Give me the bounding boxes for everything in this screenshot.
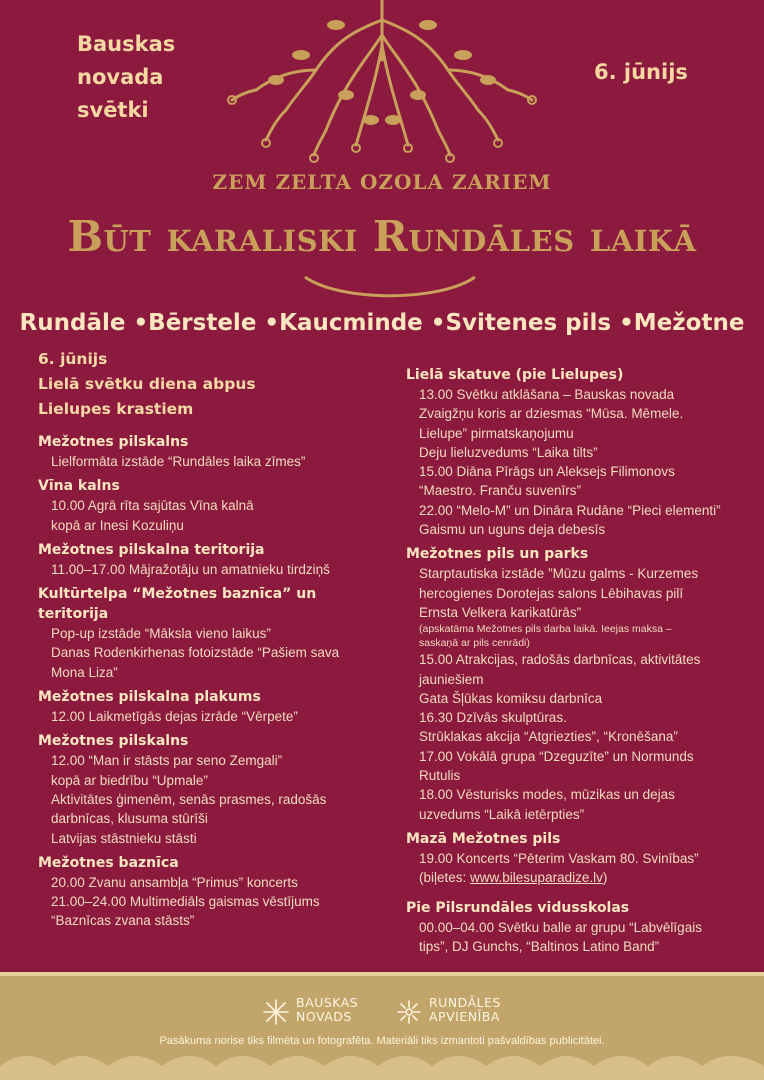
section-title: Mazā Mežotnes pils bbox=[406, 830, 561, 847]
section-title: Mežotnes pilskalns bbox=[38, 434, 189, 450]
program-item: Deju lieluzvedums “Laika tilts” bbox=[419, 444, 598, 460]
program-section bbox=[406, 829, 746, 888]
program-item: 20.00 Zvanu ansambļa “Primus” koncerts bbox=[51, 874, 298, 890]
ticket-suffix: ) bbox=[602, 870, 608, 886]
program-item: Starptautiska izstāde ”Mūzu galms - Kurzemes bbox=[419, 566, 699, 582]
program-item: 00.00–04.00 Svētku balle ar grupu “Labvēlīgais bbox=[419, 919, 702, 935]
program-item: Lielupe” pirmatskaņojumu bbox=[419, 425, 574, 441]
program-item: kopā ar Inesi Kozuliņu bbox=[51, 517, 184, 533]
section-title: Mežotnes pilskalna plakums bbox=[38, 689, 261, 706]
program-note: (apskatāma Mežotnes pils darba laikā. Ieejas maksa – bbox=[419, 623, 672, 636]
program-item: Gaismu un uguns deja debesīs bbox=[419, 522, 606, 538]
program-item: Aktivitātes ģimenēm, senās prasmes, radošās bbox=[51, 791, 327, 807]
program-item: “Maestro. Franču suvenīrs” bbox=[419, 483, 582, 499]
program-item: 11.00–17.00 Mājražotāju un amatnieku tirdziņš bbox=[51, 561, 330, 577]
program-item: Mona Liza” bbox=[51, 664, 118, 680]
program-item: Latvijas stāstnieku stāsti bbox=[51, 830, 197, 846]
program-item: 15.00 Atrakcijas, radošās darbnīcas, aktivitātes bbox=[419, 652, 701, 668]
program-item: 16.30 Dzīvās skulptūras. bbox=[419, 710, 567, 726]
program-section bbox=[38, 540, 388, 579]
program-section bbox=[38, 584, 388, 682]
program-item: Zvaigžņu koris ar dziesmas “Mūsa. Mēmele. bbox=[419, 406, 684, 422]
program-item: uzvedums “Laikā ietērpties” bbox=[419, 806, 585, 822]
program-item: “Baznīcas zvana stāsts” bbox=[51, 913, 195, 929]
section-title: Kultūrtelpa “Mežotnes baznīca” un teritorija bbox=[38, 586, 317, 623]
program-item: 21.00–24.00 Multimediāls gaismas vēstījums bbox=[51, 894, 320, 910]
program-item: jauniešiem bbox=[419, 671, 484, 687]
program-item: 19.00 Koncerts “Pēterim Vaskam 80. Svinības” bbox=[419, 850, 699, 866]
right-column bbox=[406, 361, 746, 961]
left-column bbox=[38, 347, 388, 936]
program-item: 12.00 “Man ir stāsts par seno Zemgali” bbox=[51, 753, 283, 769]
logo-text: APVIENĪBA bbox=[429, 1009, 500, 1024]
program-item: Ernsta Velkera karikatūrās” bbox=[419, 604, 582, 620]
program-section bbox=[38, 432, 388, 471]
program-item: Strūklakas akcija “Atgriezties”, “Kronēšana” bbox=[419, 729, 678, 745]
section-title: Lielā skatuve (pie Lielupes) bbox=[406, 367, 624, 383]
section-title: Mežotnes pilskalns bbox=[38, 733, 189, 750]
program-item: 15.00 Diāna Pīrāgs un Aleksejs Filimonovs bbox=[419, 464, 675, 480]
footer-divider bbox=[0, 972, 764, 976]
program-item: Rutulis bbox=[419, 768, 461, 784]
places-list: Rundāle •Bērstele •Kaucminde •Svitenes pils •Mežotne bbox=[19, 310, 745, 336]
program-item: Lielformāta izstāde “Rundāles laika zīmes” bbox=[51, 454, 306, 469]
program-section bbox=[406, 898, 746, 957]
intro-line: 6. jūnijs bbox=[38, 350, 108, 368]
program-section bbox=[38, 687, 388, 726]
title-swash-icon bbox=[300, 272, 480, 302]
event-name-line: novada bbox=[77, 65, 164, 89]
program-item: 22.00 “Melo-M” un Dināra Rudāne “Pieci elementi” bbox=[419, 502, 721, 518]
intro-line: Lielupes krastiem bbox=[38, 400, 194, 418]
program-section bbox=[406, 544, 746, 824]
logo-text: BAUSKAS bbox=[296, 995, 359, 1010]
program-section bbox=[38, 476, 388, 535]
subtitle: ZEM ZELTA OZOLA ZARIEM bbox=[212, 170, 552, 194]
section-title: Mežotnes pilskalna teritorija bbox=[38, 541, 265, 558]
program-item: kopā ar biedrību “Upmale” bbox=[51, 772, 208, 788]
program-section bbox=[38, 853, 388, 931]
section-title: Mežotnes baznīca bbox=[38, 854, 179, 871]
section-title: Pie Pilsrundāles vidusskolas bbox=[406, 899, 630, 916]
program-item: 10.00 Agrā rīta sajūtas Vīna kalnā bbox=[51, 498, 254, 514]
ticket-prefix: (biļetes: bbox=[419, 870, 471, 886]
program-item: Danas Rodenkirhenas fotoizstāde “Pašiem sava bbox=[51, 645, 340, 661]
main-title: Būt karaliski Rundāles laikā bbox=[67, 212, 697, 261]
section-title: Vīna kalns bbox=[38, 478, 120, 495]
event-date: 6. jūnijs bbox=[594, 60, 688, 84]
program-item: 13.00 Svētku atklāšana – Bauskas novada bbox=[419, 387, 675, 402]
section-title: Mežotnes pils un parks bbox=[406, 546, 589, 563]
disclaimer: Pasākuma norise tiks filmēta un fotografēta. Materiāli tiks izmantoti pašvaldības publicitātei. bbox=[159, 1035, 605, 1047]
program-item: 17.00 Vokālā grupa “Dzeguzīte” un Normunds bbox=[419, 748, 694, 764]
ticket-link[interactable]: www.bilesuparadize.lv bbox=[470, 870, 603, 886]
program-item: tips”, DJ Gunchs, “Baltinos Latino Band” bbox=[419, 938, 660, 954]
program-item: 12.00 Laikmetīgās dejas izrāde “Vērpete” bbox=[51, 709, 298, 725]
program-item: darbnīcas, klusuma stūrīši bbox=[51, 811, 208, 827]
event-name-line: svētki bbox=[77, 98, 149, 122]
program-item: Pop-up izstāde “Māksla vieno laikus” bbox=[51, 626, 271, 642]
program-note: saskaņā ar pils cenrādi) bbox=[419, 637, 530, 650]
program-section bbox=[406, 365, 746, 539]
program-item: 18.00 Vēsturisks modes, mūzikas un dejas bbox=[419, 787, 675, 803]
logo-text: RUNDĀLES bbox=[429, 995, 501, 1010]
program-section bbox=[38, 731, 388, 847]
star-icon bbox=[395, 998, 423, 1026]
scallop-border-icon bbox=[0, 1052, 764, 1080]
program-item: hercogienes Dorotejas salons Lēbihavas pilī bbox=[419, 585, 684, 601]
event-name bbox=[77, 28, 175, 127]
intro bbox=[38, 347, 388, 422]
sun-icon bbox=[262, 998, 290, 1026]
logo-text: NOVADS bbox=[296, 1009, 352, 1024]
program-item: Gata Šļūkas komiksu darbnīca bbox=[419, 690, 603, 706]
ticket-info bbox=[406, 868, 746, 887]
event-name-line: Bauskas bbox=[77, 32, 176, 56]
intro-line: Lielā svētku diena abpus bbox=[38, 375, 256, 393]
oak-roots-icon bbox=[226, 0, 538, 165]
